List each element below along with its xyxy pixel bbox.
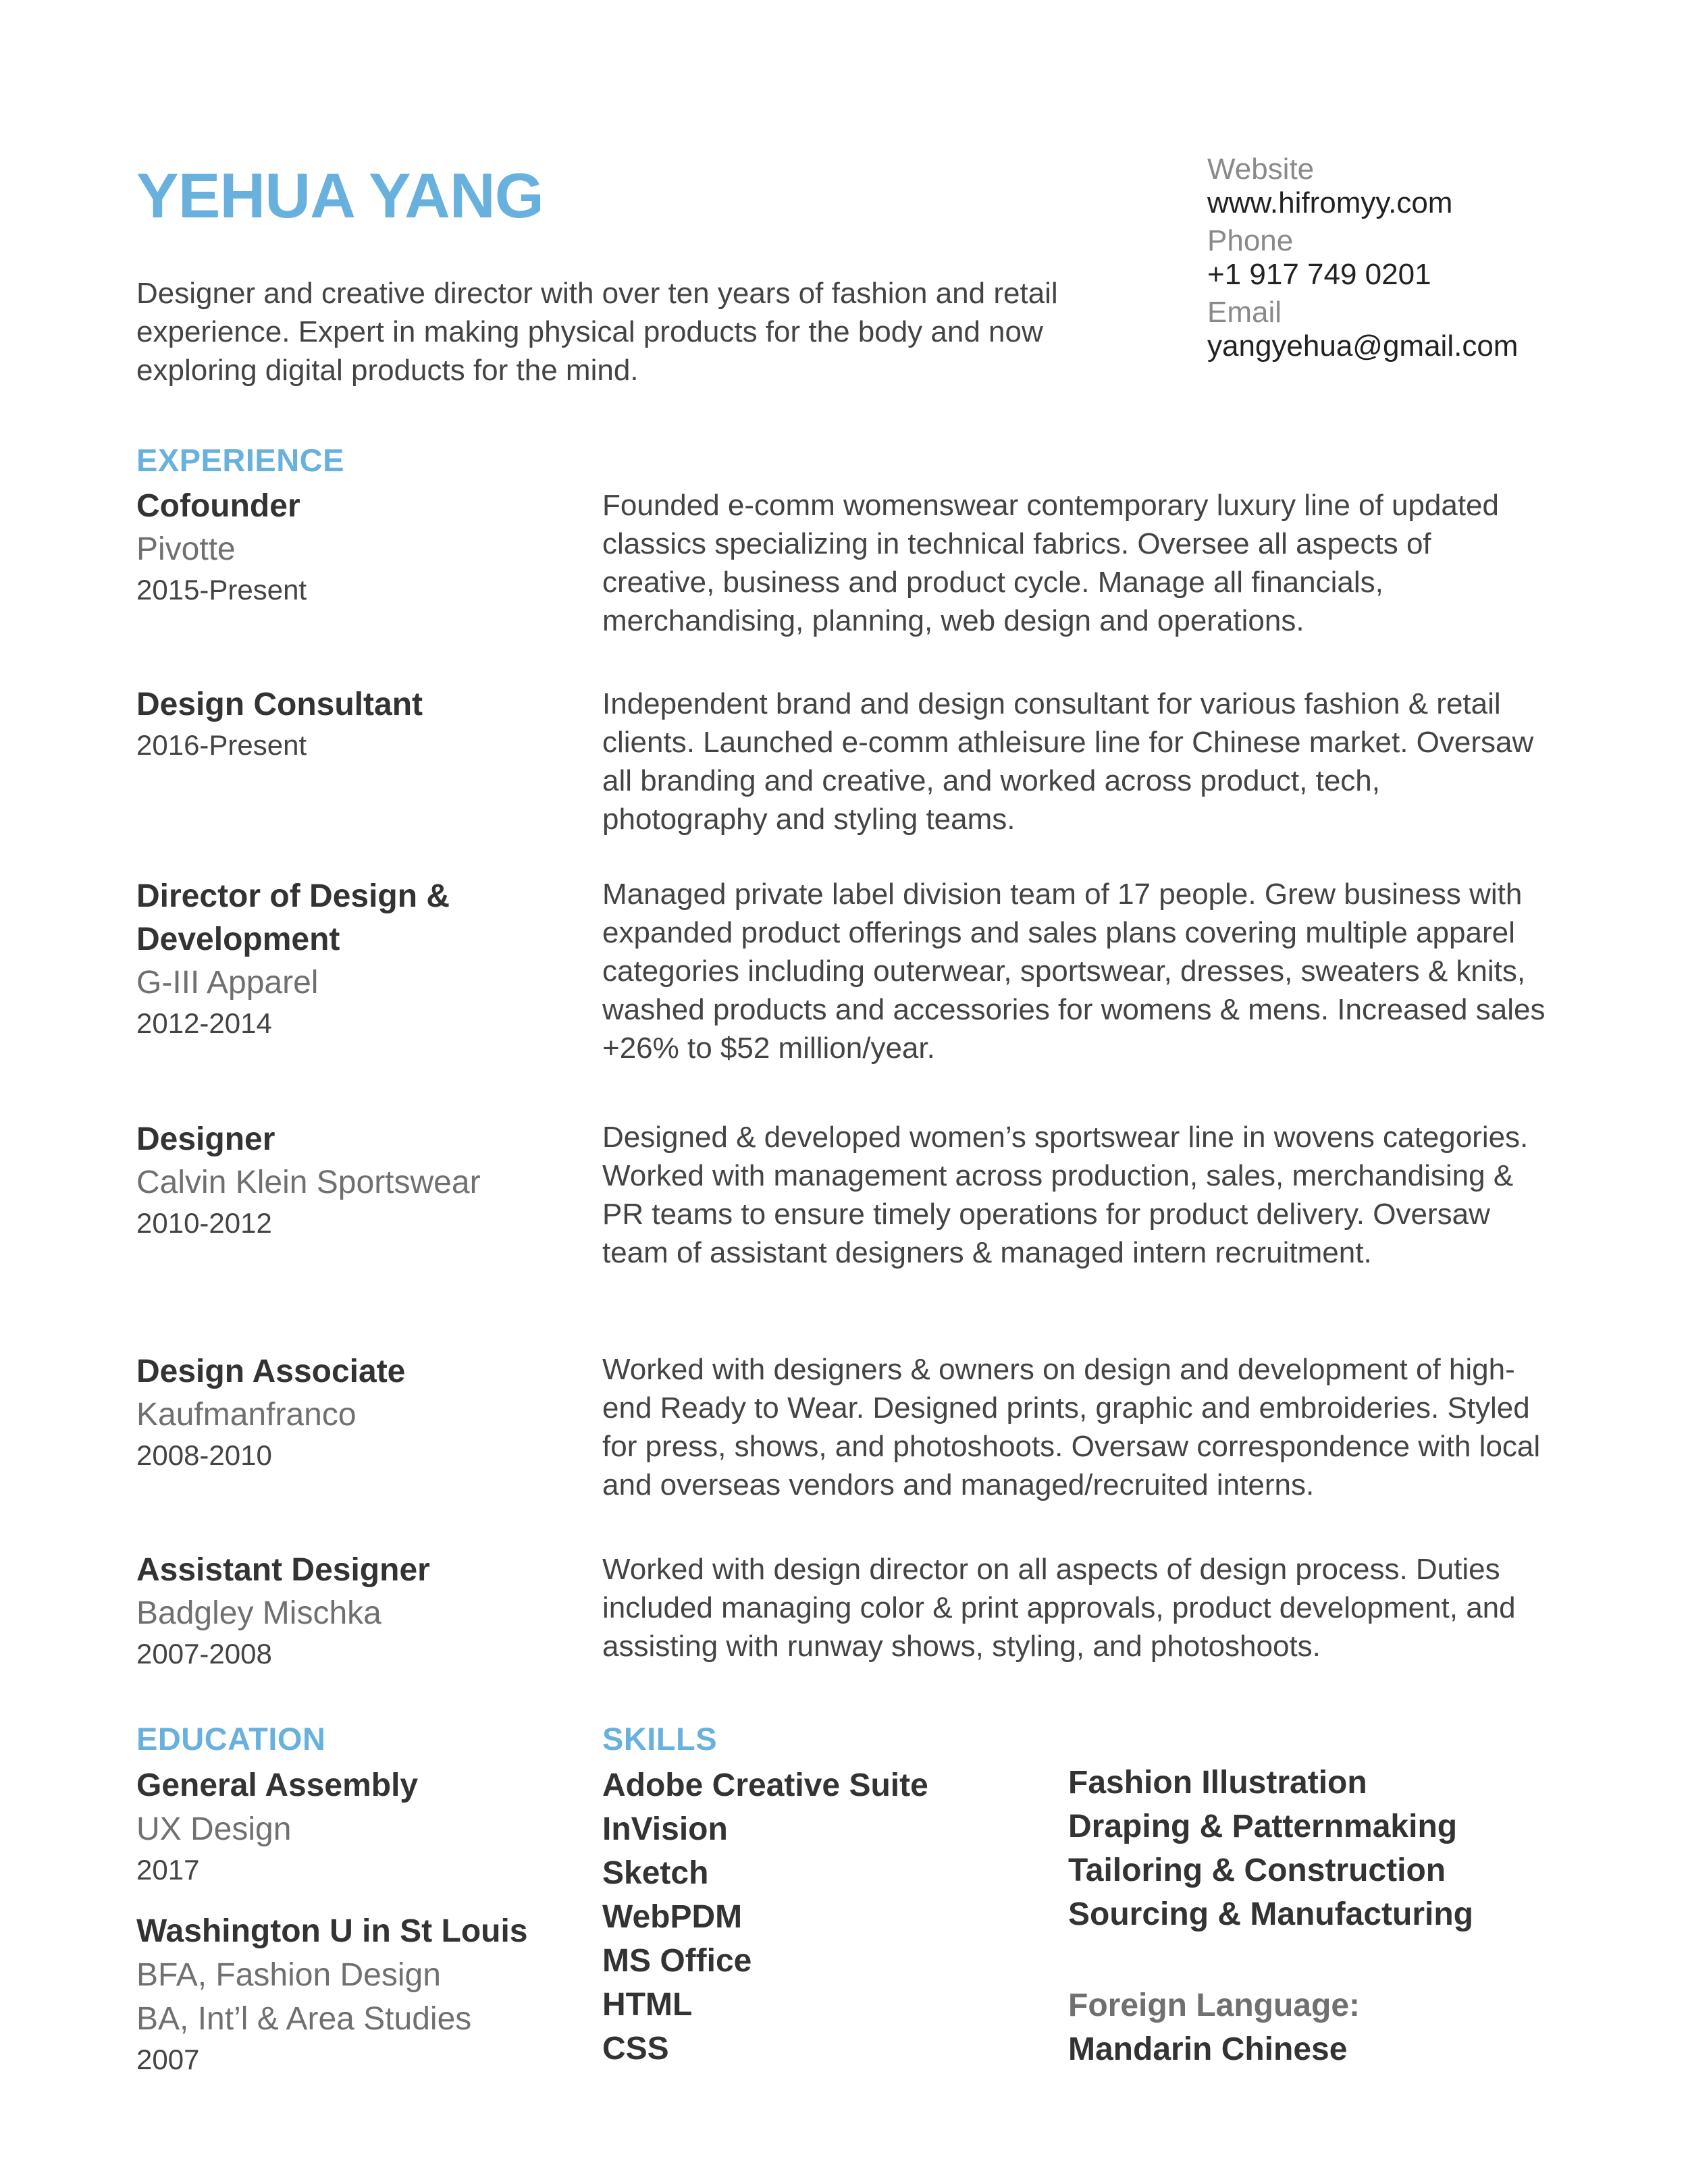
- role-dates: 2016-Present: [136, 729, 307, 761]
- experience-role-designer: [136, 1118, 569, 1242]
- skills-list-fashion: [1068, 1761, 1473, 1936]
- education-washu: [136, 1909, 582, 2079]
- education-degree: UX Design: [136, 1811, 292, 1847]
- education-degree: BFA, Fashion Design: [136, 1957, 441, 1993]
- role-description: Independent brand and design consultant for various fashion & retail clients. Launched e-comm athleisure line for Chinese market. Oversaw all branding and creative, and worked across product, tech, photography and styling teams.: [602, 687, 1534, 836]
- experience-role-design-consultant: [136, 683, 569, 764]
- role-title: Design Consultant: [136, 687, 423, 722]
- language-label: Foreign Language:: [1068, 1988, 1360, 2023]
- experience-role-cofounder: [136, 485, 569, 609]
- education-general-assembly: [136, 1763, 582, 1889]
- website-link[interactable]: www.hifromyy.com: [1207, 186, 1453, 219]
- resume-summary: Designer and creative director with over ten years of fashion and retail experience. Expert in making physical products for the body and now exploring digital products for the mind.: [136, 277, 1058, 387]
- role-description: Worked with designers & owners on design and development of high-end Ready to Wear. Designed prints, graphic and embroideries. Styled for press, shows, and photoshoots. Oversaw correspondence with local and overseas vendors and managed/recruited interns.: [602, 1353, 1541, 1501]
- role-description: Designed & developed women’s sportswear line in wovens categories. Worked with management across production, sales, merchandising & PR teams to ensure timely operations for product delivery. Oversaw team of assistant designers & managed intern recruitment.: [602, 1121, 1529, 1269]
- email-link[interactable]: yangyehua@gmail.com: [1207, 329, 1519, 363]
- role-dates: 2012-2014: [136, 1007, 272, 1039]
- phone-label: Phone: [1207, 224, 1294, 257]
- skill-item: HTML: [602, 1987, 693, 2023]
- website-label: Website: [1207, 153, 1315, 186]
- role-dates: 2010-2012: [136, 1207, 272, 1239]
- language-value: Mandarin Chinese: [1068, 2031, 1348, 2067]
- skills-list-software: [602, 1763, 928, 2071]
- education-year: 2017: [136, 1854, 200, 1886]
- experience-role-director: [136, 875, 569, 1042]
- role-title: Director of Design & Development: [136, 878, 450, 957]
- resume-name: YEHUA YANG: [136, 160, 544, 231]
- role-title: Designer: [136, 1121, 275, 1157]
- skill-item: Tailoring & Construction: [1068, 1853, 1446, 1888]
- skill-item: Draping & Patternmaking: [1068, 1809, 1458, 1844]
- skill-item: Adobe Creative Suite: [602, 1767, 928, 1803]
- skill-item: Sketch: [602, 1855, 709, 1891]
- experience-role-design-associate: [136, 1350, 569, 1474]
- role-company: G-III Apparel: [136, 965, 319, 1001]
- role-title: Design Associate: [136, 1354, 406, 1389]
- role-dates: 2015-Present: [136, 574, 307, 606]
- education-school: General Assembly: [136, 1767, 419, 1803]
- skills-heading: SKILLS: [602, 1721, 718, 1757]
- role-title: Cofounder: [136, 488, 300, 524]
- skill-item: Sourcing & Manufacturing: [1068, 1896, 1473, 1932]
- education-school: Washington U in St Louis: [136, 1913, 528, 1949]
- role-dates: 2007-2008: [136, 1638, 272, 1670]
- skill-item: WebPDM: [602, 1899, 743, 1935]
- experience-role-assistant-designer: [136, 1549, 569, 1673]
- role-company: Calvin Klein Sportswear: [136, 1165, 481, 1200]
- experience-heading: EXPERIENCE: [136, 442, 344, 478]
- email-label: Email: [1207, 296, 1282, 329]
- skill-item: InVision: [602, 1811, 728, 1847]
- role-company: Kaufmanfranco: [136, 1397, 357, 1433]
- education-degree: BA, Int’l & Area Studies: [136, 2001, 472, 2037]
- role-description: Founded e-comm womenswear contemporary luxury line of updated classics specializing in technical fabrics. Oversee all aspects of creative, business and product cycle. Manage all financials, merchandising, planning, web design and operations.: [602, 489, 1499, 637]
- role-company: Pivotte: [136, 531, 236, 567]
- skill-item: CSS: [602, 2031, 669, 2067]
- role-description: Managed private label division team of 17 people. Grew business with expanded product offerings and sales plans covering multiple apparel categories including outerwear, sportswear, dresses, sweaters & knits, washed products and accessories for womens & mens. Increased sales +26% to $52 million/year.: [602, 878, 1546, 1065]
- role-dates: 2008-2010: [136, 1439, 272, 1471]
- skill-item: MS Office: [602, 1943, 752, 1979]
- role-title: Assistant Designer: [136, 1552, 430, 1588]
- skill-item: Fashion Illustration: [1068, 1765, 1367, 1801]
- contact-block: [1207, 153, 1666, 367]
- role-company: Badgley Mischka: [136, 1595, 381, 1631]
- phone-value: +1 917 749 0201: [1207, 258, 1431, 291]
- education-heading: EDUCATION: [136, 1721, 326, 1757]
- role-description: Worked with design director on all aspects of design process. Duties included managing color & print approvals, product development, and assisting with runway shows, styling, and photoshoots.: [602, 1553, 1516, 1663]
- education-year: 2007: [136, 2044, 200, 2075]
